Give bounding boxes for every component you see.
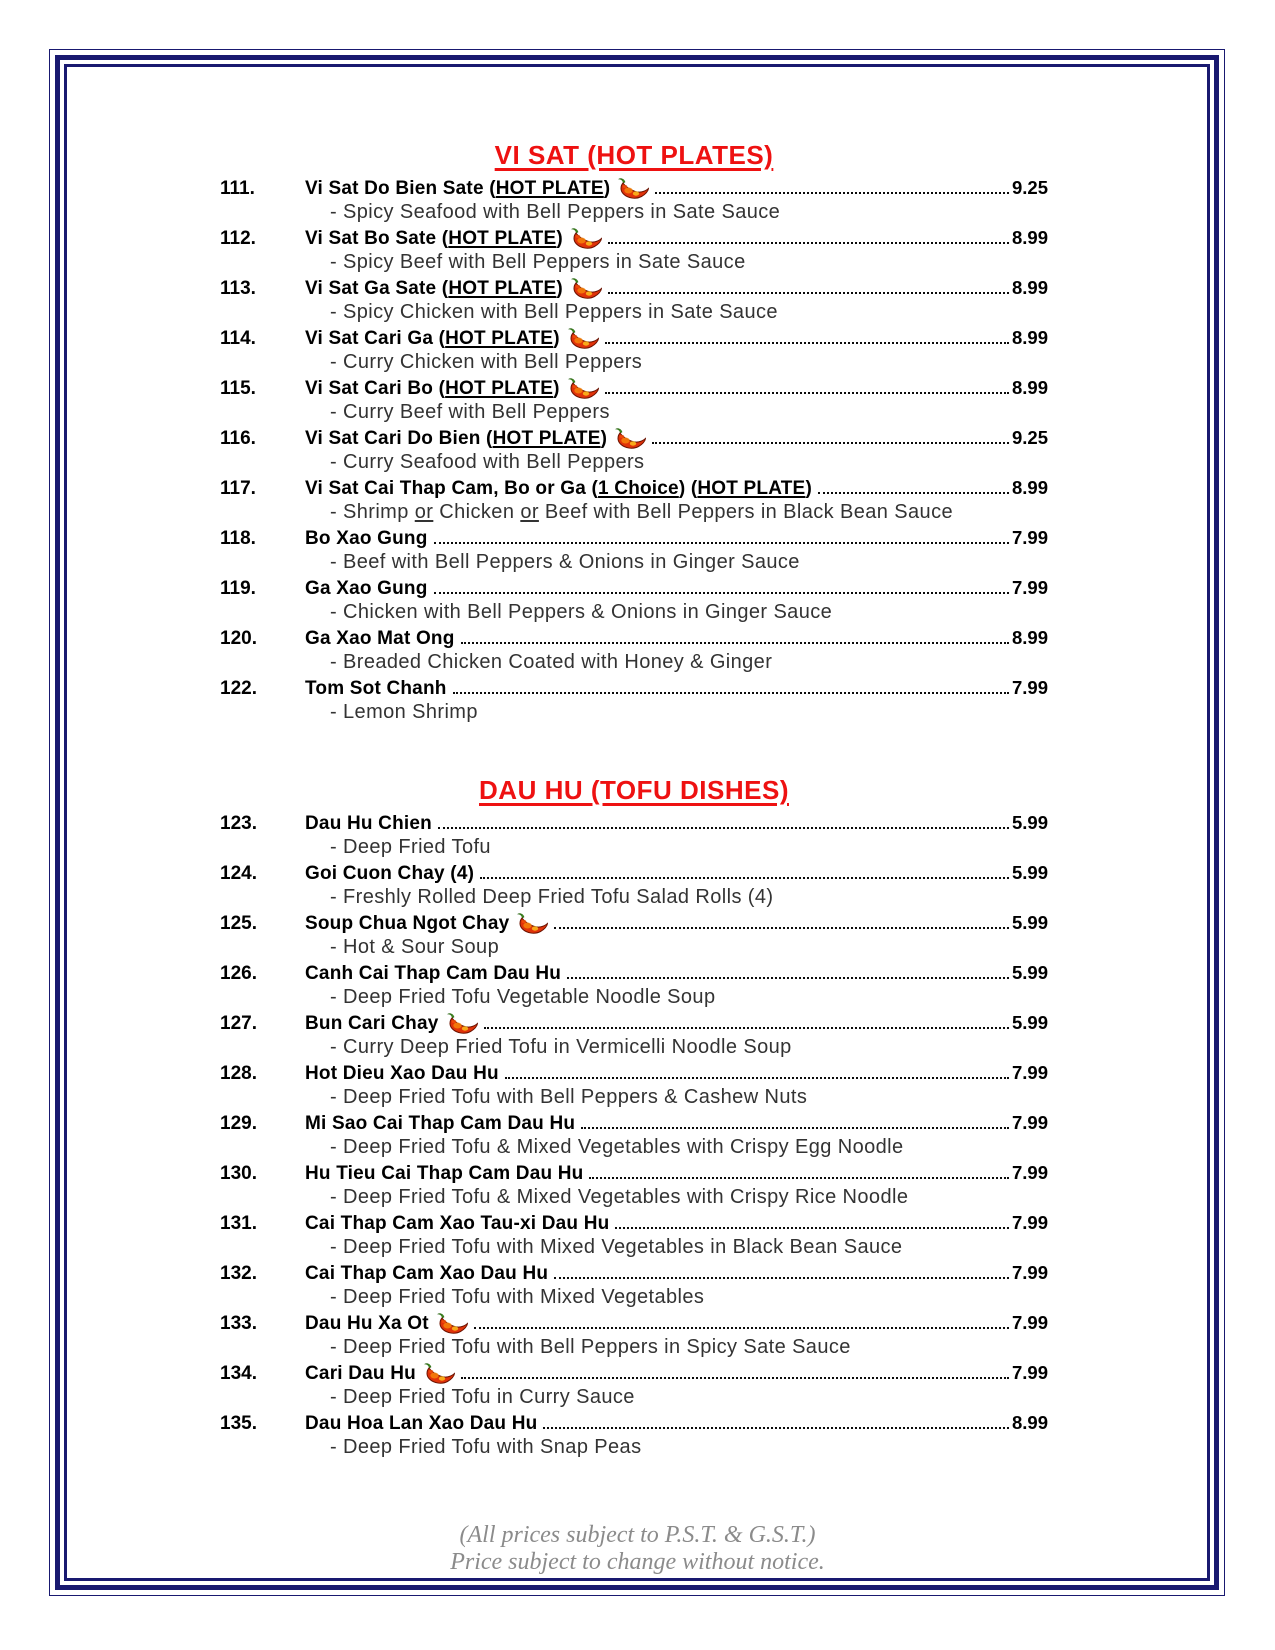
item-name-underlined: HOT PLATE xyxy=(445,378,554,399)
item-name xyxy=(305,326,560,351)
description-part: - Curry Beef with Bell Peppers xyxy=(330,401,610,423)
item-name-part: Vi Sat Cari Do Bien ( xyxy=(305,428,493,449)
item-number: 130. xyxy=(220,1163,257,1184)
item-name-part: Hu Tieu Cai Thap Cam Dau Hu xyxy=(305,1163,584,1184)
menu-item-main-row xyxy=(220,225,1048,250)
item-name-part: ) ( xyxy=(678,478,698,499)
description-part: - Deep Fried Tofu xyxy=(330,836,491,858)
description-part: - Curry Seafood with Bell Peppers xyxy=(330,451,645,473)
menu-item-main-row xyxy=(220,810,1048,835)
menu-item-description xyxy=(220,600,1048,625)
item-number: 123. xyxy=(220,813,257,834)
menu-item-main-row xyxy=(220,1410,1048,1435)
menu-item xyxy=(220,275,1048,325)
item-name-part: Vi Sat Cari Bo ( xyxy=(305,378,446,399)
dot-leader xyxy=(484,1027,1009,1029)
chili-pepper-icon xyxy=(565,327,599,351)
menu-item-description xyxy=(220,1035,1048,1060)
item-number: 124. xyxy=(220,863,257,884)
item-number: 133. xyxy=(220,1313,257,1334)
chili-pepper-icon xyxy=(568,277,602,301)
item-name xyxy=(305,576,428,601)
menu-item-description xyxy=(220,1135,1048,1160)
item-name-part: ) xyxy=(553,328,560,349)
item-price: 8.99 xyxy=(1011,277,1048,298)
menu-item xyxy=(220,1010,1048,1060)
description-part: - Deep Fried Tofu with Bell Peppers in Spicy Sate Sauce xyxy=(330,1336,851,1358)
menu-item-description xyxy=(220,885,1048,910)
dot-leader xyxy=(543,1427,1009,1429)
menu-item-description xyxy=(220,300,1048,325)
item-name-part: Dau Hu Chien xyxy=(305,813,432,834)
menu-content xyxy=(220,140,1048,1460)
item-name-underlined: HOT PLATE xyxy=(492,428,601,449)
item-name xyxy=(305,176,610,201)
item-number: 127. xyxy=(220,1013,257,1034)
dot-leader xyxy=(438,827,1009,829)
item-number: 111. xyxy=(220,178,255,199)
page-footer xyxy=(0,1522,1275,1576)
item-name-underlined: HOT PLATE xyxy=(448,278,557,299)
menu-item-description xyxy=(220,1285,1048,1310)
description-underlined: or xyxy=(414,501,434,523)
menu-item xyxy=(220,625,1048,675)
menu-item-description xyxy=(220,1335,1048,1360)
menu-item-main-row xyxy=(220,1110,1048,1135)
dot-leader xyxy=(605,392,1009,394)
dot-leader xyxy=(655,192,1009,194)
menu-item-description xyxy=(220,1085,1048,1110)
item-price: 8.99 xyxy=(1011,477,1048,498)
menu-item-description xyxy=(220,1185,1048,1210)
menu-item-description xyxy=(220,985,1048,1010)
item-number: 126. xyxy=(220,963,257,984)
item-price: 8.99 xyxy=(1011,327,1048,348)
chili-pepper-icon xyxy=(421,1362,455,1386)
menu-item-main-row xyxy=(220,375,1048,400)
menu-item-main-row xyxy=(220,910,1048,935)
menu-item xyxy=(220,375,1048,425)
item-name-part: ) xyxy=(603,178,611,199)
item-name-part: ) xyxy=(805,478,812,499)
item-name-underlined: HOT PLATE xyxy=(448,228,557,249)
menu-item-description xyxy=(220,650,1048,675)
dot-leader xyxy=(581,1127,1009,1129)
dot-leader xyxy=(615,1227,1009,1229)
menu-item xyxy=(220,1260,1048,1310)
menu-section-tofu-dishes xyxy=(220,775,1048,1460)
description-part: - Deep Fried Tofu & Mixed Vegetables with Crispy Rice Noodle xyxy=(330,1186,909,1208)
menu-item xyxy=(220,525,1048,575)
menu-item-description xyxy=(220,200,1048,225)
description-part: - Deep Fried Tofu & Mixed Vegetables with Crispy Egg Noodle xyxy=(330,1136,904,1158)
menu-item xyxy=(220,225,1048,275)
menu-item xyxy=(220,1160,1048,1210)
item-price: 7.99 xyxy=(1011,527,1048,548)
item-name xyxy=(305,676,447,701)
menu-item-description xyxy=(220,350,1048,375)
menu-item xyxy=(220,1360,1048,1410)
description-part: - Curry Deep Fried Tofu in Vermicelli Noodle Soup xyxy=(330,1036,792,1058)
dot-leader xyxy=(474,1327,1009,1329)
item-number: 129. xyxy=(220,1113,257,1134)
footer-tax-note: (All prices subject to P.S.T. & G.S.T.) xyxy=(459,1522,816,1548)
dot-leader xyxy=(434,592,1009,594)
item-price: 5.99 xyxy=(1011,912,1048,933)
item-name-part: Vi Sat Ga Sate ( xyxy=(305,278,449,299)
item-name xyxy=(305,526,428,551)
menu-item-main-row xyxy=(220,425,1048,450)
menu-item-description xyxy=(220,935,1048,960)
item-number: 117. xyxy=(220,478,256,499)
menu-item xyxy=(220,910,1048,960)
menu-item-description xyxy=(220,400,1048,425)
description-part: - Beef with Bell Peppers & Onions in Ginger Sauce xyxy=(330,551,800,573)
item-name-underlined: HOT PLATE xyxy=(445,328,554,349)
item-name-part: ) xyxy=(556,228,563,249)
item-name-part: Cai Thap Cam Xao Dau Hu xyxy=(305,1263,549,1284)
description-part: - Freshly Rolled Deep Fried Tofu Salad Rolls (4) xyxy=(330,886,774,908)
menu-item-main-row xyxy=(220,675,1048,700)
item-name xyxy=(305,226,563,251)
description-part: Chicken xyxy=(433,501,521,523)
item-name-underlined: HOT PLATE xyxy=(495,178,604,199)
item-name-underlined: 1 Choice xyxy=(598,478,679,499)
description-part: - Deep Fried Tofu with Mixed Vegetables in Black Bean Sauce xyxy=(330,1236,903,1258)
item-name-part: Goi Cuon Chay (4) xyxy=(305,863,475,884)
item-name xyxy=(305,276,563,301)
item-price: 7.99 xyxy=(1011,1112,1048,1133)
menu-item-description xyxy=(220,550,1048,575)
menu-item xyxy=(220,810,1048,860)
item-number: 114. xyxy=(220,328,256,349)
menu-item-main-row xyxy=(220,1060,1048,1085)
menu-item-main-row xyxy=(220,860,1048,885)
menu-item-main-row xyxy=(220,575,1048,600)
menu-item-main-row xyxy=(220,1360,1048,1385)
dot-leader xyxy=(453,692,1009,694)
item-number: 125. xyxy=(220,913,257,934)
description-part: - Deep Fried Tofu with Bell Peppers & Cashew Nuts xyxy=(330,1086,808,1108)
item-name-part: Tom Sot Chanh xyxy=(305,678,447,699)
menu-item-main-row xyxy=(220,1160,1048,1185)
item-name xyxy=(305,1311,429,1336)
description-part: - Deep Fried Tofu with Mixed Vegetables xyxy=(330,1286,705,1308)
dot-leader xyxy=(461,642,1009,644)
item-number: 122. xyxy=(220,678,257,699)
description-part: - Spicy Chicken with Bell Peppers in Sate Sauce xyxy=(330,301,778,323)
menu-item-main-row xyxy=(220,1260,1048,1285)
item-number: 112. xyxy=(220,228,256,249)
menu-item xyxy=(220,475,1048,525)
chili-pepper-icon xyxy=(565,377,599,401)
item-number: 120. xyxy=(220,628,257,649)
item-name xyxy=(305,911,509,936)
menu-item xyxy=(220,1310,1048,1360)
item-price: 8.99 xyxy=(1011,227,1048,248)
item-price: 7.99 xyxy=(1011,677,1048,698)
menu-item xyxy=(220,175,1048,225)
item-name xyxy=(305,1411,537,1436)
item-name xyxy=(305,1211,609,1236)
item-price: 9.25 xyxy=(1011,177,1048,198)
item-price: 8.99 xyxy=(1011,1412,1048,1433)
menu-item xyxy=(220,1210,1048,1260)
menu-item-description xyxy=(220,500,1048,525)
dot-leader xyxy=(554,1277,1009,1279)
chili-pepper-icon xyxy=(434,1312,468,1336)
item-name xyxy=(305,1261,548,1286)
item-name-part: Soup Chua Ngot Chay xyxy=(305,913,510,934)
item-name-part: Hot Dieu Xao Dau Hu xyxy=(305,1063,499,1084)
description-part: - Lemon Shrimp xyxy=(330,701,478,723)
item-name xyxy=(305,426,607,451)
menu-item-main-row xyxy=(220,175,1048,200)
menu-item xyxy=(220,1410,1048,1460)
item-name-underlined: HOT PLATE xyxy=(697,478,806,499)
item-name-part: Cari Dau Hu xyxy=(305,1363,416,1384)
description-part: Beef with Bell Peppers in Black Bean Sauce xyxy=(538,501,954,523)
menu-item-main-row xyxy=(220,625,1048,650)
item-name xyxy=(305,1011,439,1036)
item-number: 131. xyxy=(220,1213,257,1234)
description-part: - Spicy Seafood with Bell Peppers in Sate Sauce xyxy=(330,201,781,223)
dot-leader xyxy=(652,442,1009,444)
dot-leader xyxy=(480,877,1009,879)
menu-item xyxy=(220,1110,1048,1160)
item-name xyxy=(305,1161,583,1186)
menu-item xyxy=(220,1060,1048,1110)
menu-item-main-row xyxy=(220,1210,1048,1235)
dot-leader xyxy=(461,1377,1009,1379)
item-number: 128. xyxy=(220,1063,257,1084)
description-part: - Hot & Sour Soup xyxy=(330,936,500,958)
menu-item xyxy=(220,860,1048,910)
item-price: 7.99 xyxy=(1011,1262,1048,1283)
description-part: - Deep Fried Tofu Vegetable Noodle Soup xyxy=(330,986,716,1008)
menu-item-main-row xyxy=(220,275,1048,300)
description-part: - Deep Fried Tofu with Snap Peas xyxy=(330,1436,642,1458)
item-name-part: Vi Sat Cari Ga ( xyxy=(305,328,446,349)
item-name-part: Vi Sat Bo Sate ( xyxy=(305,228,449,249)
menu-item xyxy=(220,425,1048,475)
menu-item-description xyxy=(220,1385,1048,1410)
item-name xyxy=(305,1361,416,1386)
item-name-part: Ga Xao Mat Ong xyxy=(305,628,455,649)
chili-pepper-icon xyxy=(514,912,548,936)
description-part: - Deep Fried Tofu in Curry Sauce xyxy=(330,1386,635,1408)
item-name xyxy=(305,1061,499,1086)
menu-item-main-row xyxy=(220,1310,1048,1335)
item-price: 9.25 xyxy=(1011,427,1048,448)
item-name-part: Vi Sat Do Bien Sate ( xyxy=(305,178,496,199)
item-name xyxy=(305,811,432,836)
section-title-hot-plates: VI SAT (HOT PLATES) xyxy=(494,140,774,170)
menu-item-description xyxy=(220,450,1048,475)
item-name-part: Dau Hu Xa Ot xyxy=(305,1313,429,1334)
menu-item-description xyxy=(220,1435,1048,1460)
item-name-part: Ga Xao Gung xyxy=(305,578,428,599)
item-price: 5.99 xyxy=(1011,962,1048,983)
item-price: 7.99 xyxy=(1011,1212,1048,1233)
description-part: - Chicken with Bell Peppers & Onions in Ginger Sauce xyxy=(330,601,833,623)
dot-leader xyxy=(589,1177,1009,1179)
menu-item-description xyxy=(220,700,1048,725)
menu-item-main-row xyxy=(220,525,1048,550)
item-price: 8.99 xyxy=(1011,377,1048,398)
item-name-part: Mi Sao Cai Thap Cam Dau Hu xyxy=(305,1113,576,1134)
section-title-tofu-dishes: DAU HU (TOFU DISHES) xyxy=(479,775,789,805)
footer-price-note: Price subject to change without notice. xyxy=(450,1549,825,1575)
item-name xyxy=(305,476,812,501)
menu-item xyxy=(220,675,1048,725)
item-number: 115. xyxy=(220,378,256,399)
item-name-part: Vi Sat Cai Thap Cam, Bo or Ga ( xyxy=(305,478,599,499)
menu-section-hot-plates xyxy=(220,140,1048,725)
dot-leader xyxy=(605,342,1009,344)
item-number: 116. xyxy=(220,428,256,449)
item-name-part: Bun Cari Chay xyxy=(305,1013,439,1034)
menu-item-main-row xyxy=(220,960,1048,985)
item-name-part: Cai Thap Cam Xao Tau-xi Dau Hu xyxy=(305,1213,610,1234)
item-name-part: Bo Xao Gung xyxy=(305,528,428,549)
item-price: 5.99 xyxy=(1011,1012,1048,1033)
menu-item-main-row xyxy=(220,475,1048,500)
item-name xyxy=(305,1111,575,1136)
item-name xyxy=(305,861,474,886)
description-part: - Spicy Beef with Bell Peppers in Sate Sauce xyxy=(330,251,746,273)
description-part: - Curry Chicken with Bell Peppers xyxy=(330,351,643,373)
item-price: 7.99 xyxy=(1011,1162,1048,1183)
item-name-part: ) xyxy=(553,378,560,399)
item-name-part: Dau Hoa Lan Xao Dau Hu xyxy=(305,1413,538,1434)
item-price: 8.99 xyxy=(1011,627,1048,648)
item-price: 5.99 xyxy=(1011,862,1048,883)
item-name-part: ) xyxy=(600,428,608,449)
item-number: 135. xyxy=(220,1413,257,1434)
item-number: 119. xyxy=(220,578,256,599)
chili-pepper-icon xyxy=(444,1012,478,1036)
dot-leader xyxy=(434,542,1009,544)
item-number: 134. xyxy=(220,1363,257,1384)
dot-leader xyxy=(567,977,1009,979)
menu-item-main-row xyxy=(220,1010,1048,1035)
item-name xyxy=(305,961,561,986)
chili-pepper-icon xyxy=(612,427,646,451)
item-number: 118. xyxy=(220,528,256,549)
item-price: 7.99 xyxy=(1011,1062,1048,1083)
dot-leader xyxy=(818,492,1009,494)
item-price: 5.99 xyxy=(1011,812,1048,833)
dot-leader xyxy=(554,927,1009,929)
item-price: 7.99 xyxy=(1011,577,1048,598)
dot-leader xyxy=(608,242,1009,244)
menu-item xyxy=(220,960,1048,1010)
menu-item-description xyxy=(220,250,1048,275)
item-price: 7.99 xyxy=(1011,1362,1048,1383)
item-number: 113. xyxy=(220,278,256,299)
menu-item xyxy=(220,325,1048,375)
item-name xyxy=(305,626,455,651)
menu-item xyxy=(220,575,1048,625)
item-name xyxy=(305,376,560,401)
description-underlined: or xyxy=(520,501,539,523)
item-number: 132. xyxy=(220,1263,257,1284)
menu-item-main-row xyxy=(220,325,1048,350)
menu-items-tofu-dishes xyxy=(220,810,1048,1460)
item-price: 7.99 xyxy=(1011,1312,1048,1333)
chili-pepper-icon xyxy=(568,227,602,251)
menu-items-hot-plates xyxy=(220,175,1048,725)
item-name-part: Canh Cai Thap Cam Dau Hu xyxy=(305,963,562,984)
chili-pepper-icon xyxy=(615,177,649,201)
item-name-part: ) xyxy=(556,278,563,299)
menu-item-description xyxy=(220,835,1048,860)
description-part: - Breaded Chicken Coated with Honey & Ginger xyxy=(330,651,773,673)
dot-leader xyxy=(505,1077,1009,1079)
description-part: - Shrimp xyxy=(330,501,415,523)
dot-leader xyxy=(608,292,1009,294)
menu-item-description xyxy=(220,1235,1048,1260)
